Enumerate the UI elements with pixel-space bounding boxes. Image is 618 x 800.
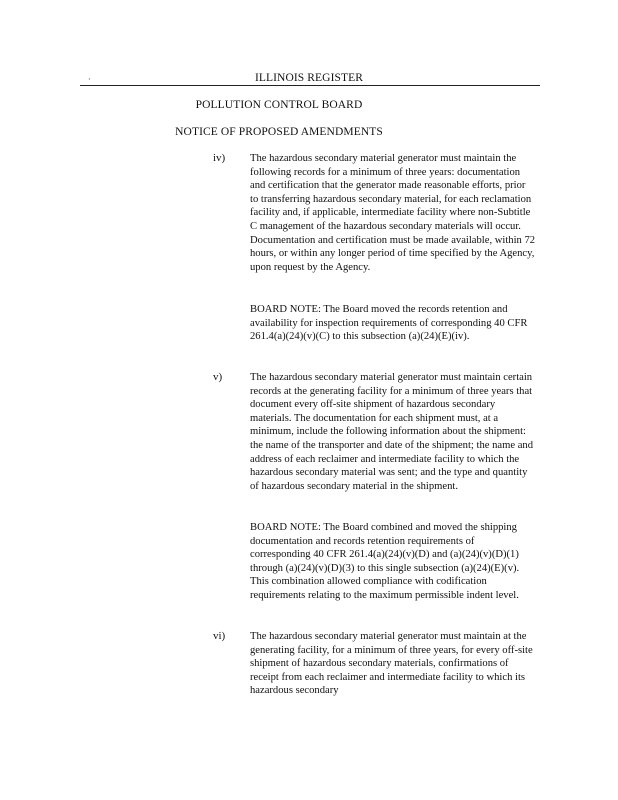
item-text-v: The hazardous secondary material generator must maintain certain records at the generating facility for a minimum of three years that document every off-site shipment of hazardous secondary materials. The documentation for each shipment must, at a minimum, include the following information about the shipment: the name of the transporter and date of the shipment; the name and address of each reclaimer and intermediate facility to which the hazardous secondary material was sent; and the type and quantity of hazardous secondary material in the shipment. bbox=[250, 372, 533, 492]
notice-title: NOTICE OF PROPOSED AMENDMENTS bbox=[175, 126, 383, 138]
header-rule bbox=[80, 85, 540, 86]
register-title: ILLINOIS REGISTER bbox=[254, 72, 364, 84]
scan-tick-mark: · bbox=[88, 75, 91, 84]
item-number-vi: vi) bbox=[213, 630, 226, 642]
agency-title: POLLUTION CONTROL BOARD bbox=[195, 99, 363, 111]
item-number-iv: iv) bbox=[213, 152, 226, 164]
item-number-v: v) bbox=[213, 371, 223, 383]
item-text-iv: The hazardous secondary material generator must maintain the following records for a minimum of three years: documentation and certification that the generator made reasonable efforts, prior to transferring hazardous secondary material, for each reclamation facility and, if applicable, intermediate facility where non-Subtitle C management of the hazardous secondary materials will occur. Documentation and certification must be made available, within 72 hours, or within any longer period of time specified by the Agency, upon request by the Agency. bbox=[250, 153, 536, 273]
item-text-vi: The hazardous secondary material generator must maintain at the generating facility, for a minimum of three years, for every off-site shipment of hazardous secondary materials, confirmations of receipt from each reclaimer and intermediate facility to which its hazardous secondary bbox=[250, 631, 533, 697]
board-note-iv: BOARD NOTE: The Board moved the records retention and availability for inspection requirements of corresponding 40 CFR 261.4(a)(24)(v)(C) to this subsection (a)(24)(E)(iv). bbox=[250, 304, 528, 343]
board-note-v: BOARD NOTE: The Board combined and moved the shipping documentation and records retention requirements of corresponding 40 CFR 261.4(a)(24)(v)(D) and (a)(24)(v)(D)(1) through (a)(24)(v)(D)(3) to this single subsection (a)(24)(E)(v). This combination allowed compliance with codification requirements relating to the maximum permissible indent level. bbox=[250, 522, 520, 601]
